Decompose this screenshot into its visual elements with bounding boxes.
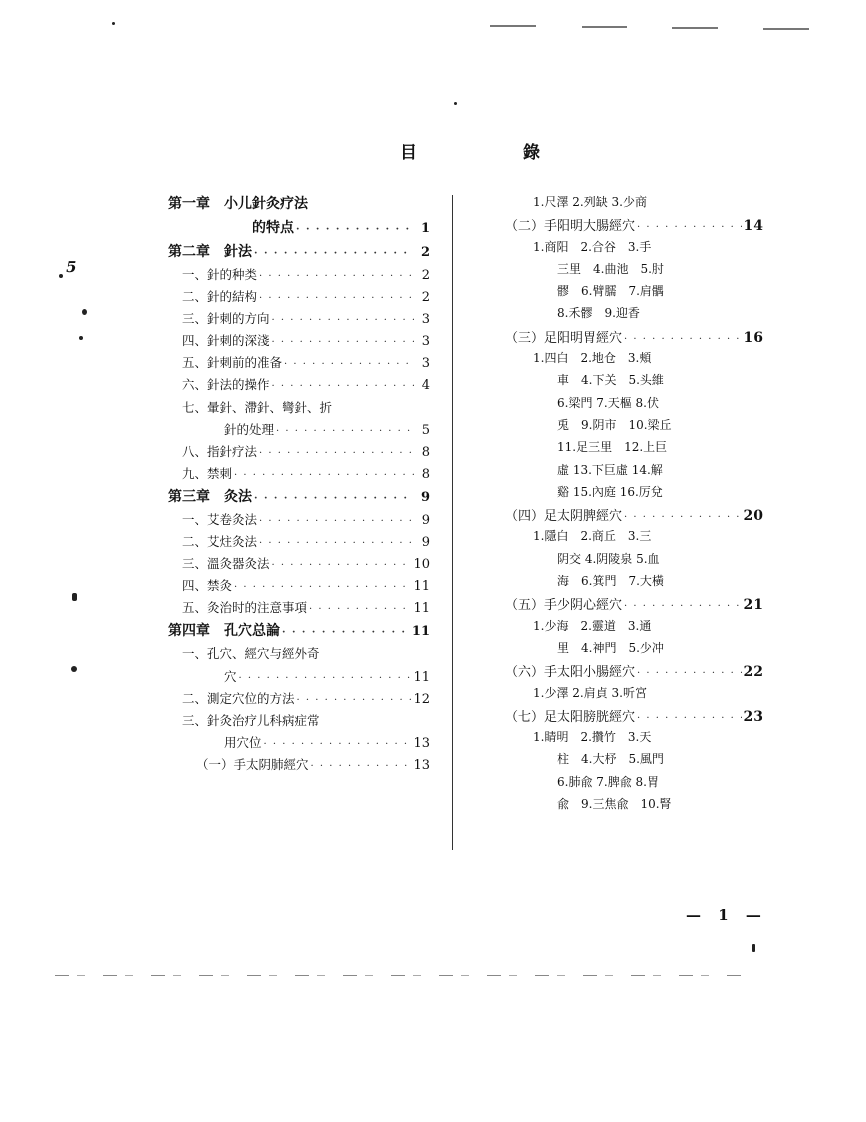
toc-leader-dots — [259, 293, 414, 304]
acupoint-names: 虛 13.下巨虛 14.解 — [557, 462, 663, 477]
toc-entry[interactable] — [168, 733, 430, 755]
toc-entry[interactable] — [168, 667, 430, 689]
acupoint-list-line — [505, 795, 767, 817]
toc-entry[interactable] — [168, 755, 430, 777]
acupoint-names: 阴交 4.阴陵泉 5.血 — [557, 551, 660, 566]
toc-entry[interactable] — [168, 644, 430, 666]
toc-entry-title: 八、指針疗法 — [182, 443, 258, 459]
toc-entry-title: 二、測定穴位的方法 — [182, 690, 295, 706]
toc-right-column — [505, 193, 767, 817]
toc-entry-page: 1 — [420, 221, 430, 236]
toc-entry-title: 三、針刺的方向 — [182, 311, 270, 327]
toc-entry[interactable] — [168, 331, 430, 353]
toc-leader-dots — [637, 222, 742, 233]
acupoint-names: 1.尺澤 2.列缺 3.少商 — [533, 195, 647, 209]
acupoint-names: 里 4.神門 5.少冲 — [557, 640, 664, 655]
toc-entry-title: （六）手太阳小腸經穴 — [505, 665, 636, 681]
acupoint-list-line — [505, 238, 767, 260]
acupoint-list-line — [505, 728, 767, 750]
acupoint-list-line — [505, 349, 767, 371]
toc-leader-dots — [259, 448, 414, 459]
toc-leader-dots — [309, 604, 411, 615]
toc-entry-title: 四、針刺的深淺 — [182, 333, 270, 349]
page-title-left: 目 — [400, 143, 417, 163]
toc-entry[interactable] — [168, 532, 430, 554]
acupoint-list-line — [505, 371, 767, 393]
acupoint-names: 8.禾髎 9.迎香 — [557, 306, 640, 321]
acupoint-list-line — [505, 639, 767, 661]
toc-entry-title: （四）足太阴脾經穴 — [505, 509, 623, 525]
toc-entry-page: 12 — [413, 691, 430, 707]
toc-entry-page: 8 — [421, 466, 430, 482]
toc-entry-page: 9 — [421, 535, 430, 551]
toc-entry-page: 5 — [421, 422, 430, 438]
acupoint-names: 1.少澤 2.肩貞 3.听宮 — [533, 685, 647, 700]
acupoint-names: 谿 15.內庭 16.厉兌 — [557, 484, 663, 499]
toc-leader-dots — [264, 739, 412, 750]
page-title-right: 錄 — [523, 143, 540, 163]
toc-leader-dots — [624, 601, 742, 612]
toc-leader-dots — [276, 426, 414, 437]
toc-leader-dots — [272, 381, 414, 392]
acupoint-list-line — [505, 461, 767, 483]
toc-entry-title: 三、溫灸器灸法 — [182, 556, 270, 572]
toc-leader-dots — [234, 470, 414, 481]
toc-entry-title: 第四章 孔穴总論 — [168, 623, 280, 640]
acupoint-names: 海 6.箕門 7.大橫 — [557, 574, 664, 589]
acupoint-names: 兎 9.阴市 10.梁丘 — [557, 417, 672, 432]
toc-entry[interactable] — [505, 594, 763, 616]
acupoint-names: 1.少海 2.靈道 3.通 — [533, 618, 652, 633]
toc-entry-page: 10 — [413, 557, 430, 573]
toc-leader-dots — [284, 359, 414, 370]
toc-entry-page: 3 — [421, 334, 430, 350]
acupoint-names: 柱 4.大杼 5.風門 — [557, 752, 664, 767]
column-divider — [452, 195, 453, 850]
scan-speck — [454, 102, 457, 105]
toc-entry-page: 16 — [743, 329, 763, 346]
toc-entry[interactable] — [168, 217, 430, 241]
toc-entry-title: 第三章 灸法 — [168, 488, 252, 505]
toc-entry[interactable] — [168, 689, 430, 711]
toc-entry-title: 針的处理 — [224, 421, 275, 437]
acupoint-list-line — [505, 750, 767, 772]
toc-entry[interactable] — [505, 327, 763, 349]
toc-leader-dots — [259, 516, 414, 527]
scan-speck — [71, 666, 77, 672]
toc-entry[interactable] — [168, 442, 430, 464]
toc-leader-dots — [282, 627, 410, 638]
toc-entry-title: 五、灸治时的注意事項 — [182, 600, 308, 616]
acupoint-list-line — [505, 260, 767, 282]
toc-entry-page: 9 — [420, 489, 430, 505]
toc-entry-page: 2 — [420, 245, 430, 260]
toc-entry-title: （二）手阳明大腸經穴 — [505, 219, 636, 235]
top-scan-rule — [582, 26, 627, 28]
toc-entry[interactable] — [168, 510, 430, 532]
toc-entry-title: 五、針刺前的准备 — [182, 355, 283, 371]
toc-entry-page: 14 — [743, 218, 763, 235]
toc-entry-title: 的特点 — [252, 220, 294, 236]
top-scan-rule — [763, 28, 809, 30]
toc-entry-page: 23 — [743, 708, 763, 725]
acupoint-names: 1.隱白 2.商丘 3.三 — [533, 529, 652, 544]
toc-entry[interactable] — [168, 620, 430, 644]
acupoint-list-line — [505, 394, 767, 416]
toc-entry-page: 13 — [413, 757, 430, 773]
toc-entry[interactable] — [505, 505, 763, 527]
scan-speck — [752, 944, 755, 952]
toc-entry[interactable] — [505, 215, 763, 237]
toc-leader-dots — [311, 761, 412, 772]
acupoint-list-line — [505, 684, 767, 706]
toc-entry-page: 20 — [743, 508, 763, 525]
toc-leader-dots — [637, 668, 742, 679]
toc-leader-dots — [259, 271, 414, 282]
toc-entry[interactable] — [168, 353, 430, 375]
margin-mark: 5 — [64, 258, 79, 276]
acupoint-names: 6.肺兪 7.脾兪 8.胃 — [557, 774, 659, 789]
toc-entry-page: 11 — [413, 669, 430, 685]
toc-leader-dots — [272, 315, 414, 326]
scan-speck — [72, 593, 77, 601]
toc-entry[interactable] — [168, 464, 430, 486]
toc-entry-page: 11 — [413, 601, 430, 617]
toc-entry-page: 2 — [421, 290, 430, 306]
acupoint-names: 1.商阳 2.合谷 3.手 — [533, 239, 652, 254]
toc-entry-title: 四、禁灸 — [182, 578, 233, 594]
toc-leader-dots — [272, 560, 412, 571]
toc-entry[interactable] — [168, 398, 430, 420]
toc-entry[interactable] — [168, 309, 430, 331]
toc-entry-page: 13 — [413, 735, 430, 751]
toc-entry-title: 七、暈針、滯針、彎針、折 — [182, 399, 333, 415]
acupoint-list-line — [505, 572, 767, 594]
toc-entry[interactable] — [168, 576, 430, 598]
toc-leader-dots — [272, 337, 414, 348]
acupoint-list-line — [505, 416, 767, 438]
toc-entry-title: 三、針灸治疗儿科病症常 — [182, 712, 320, 728]
toc-entry-title: （七）足太阳膀胱經穴 — [505, 709, 636, 725]
toc-entry-title: 用穴位 — [224, 734, 262, 750]
acupoint-list-line — [505, 527, 767, 549]
toc-entry-title: 九、禁刺 — [182, 465, 233, 481]
toc-entry[interactable] — [168, 241, 430, 265]
acupoint-list-line — [505, 193, 767, 215]
scan-speck — [82, 309, 87, 315]
toc-entry-title: 二、針的結构 — [182, 289, 258, 305]
acupoint-list-line — [505, 550, 767, 572]
acupoint-list-line — [505, 773, 767, 795]
top-scan-rule — [490, 25, 536, 27]
page-title — [400, 138, 540, 163]
acupoint-names: 三里 4.曲池 5.肘 — [557, 261, 664, 276]
toc-entry[interactable] — [505, 706, 763, 728]
toc-entry[interactable] — [168, 554, 430, 576]
toc-leader-dots — [296, 224, 414, 235]
toc-entry-page: 22 — [743, 664, 763, 681]
acupoint-names: 兪 9.三焦兪 10.腎 — [557, 797, 672, 812]
toc-entry-title: 二、艾炷灸法 — [182, 534, 258, 550]
toc-entry[interactable] — [168, 193, 430, 217]
toc-entry-page: 2 — [421, 268, 430, 283]
toc-leader-dots — [254, 248, 414, 259]
toc-entry-page: 8 — [421, 444, 430, 460]
toc-entry[interactable] — [168, 711, 430, 733]
toc-leader-dots — [624, 334, 742, 345]
toc-leader-dots — [297, 695, 412, 706]
scan-artifact-line — [55, 975, 745, 976]
acupoint-names: 髎 6.臂臑 7.肩髃 — [557, 284, 664, 299]
acupoint-list-line — [505, 282, 767, 304]
toc-entry[interactable] — [168, 486, 430, 510]
acupoint-names: 11.足三里 12.上巨 — [557, 440, 668, 455]
toc-entry-title: 一、孔穴、經穴与經外奇 — [182, 646, 320, 662]
toc-leader-dots — [637, 713, 742, 724]
acupoint-list-line — [505, 617, 767, 639]
toc-leader-dots — [254, 493, 414, 504]
acupoint-names: 6.梁門 7.天樞 8.伏 — [557, 395, 659, 410]
toc-entry[interactable] — [168, 287, 430, 309]
acupoint-list-line — [505, 304, 767, 326]
scan-speck — [79, 336, 83, 340]
toc-entry-page: 3 — [421, 312, 430, 328]
scan-speck — [59, 274, 63, 278]
toc-entry-title: （一）手太阴肺經穴 — [196, 756, 309, 772]
page-number: — 1 — — [686, 906, 767, 924]
toc-entry-page: 4 — [421, 378, 430, 394]
acupoint-names: 1.睛明 2.攢竹 3.天 — [533, 730, 652, 745]
toc-entry-title: 第二章 針法 — [168, 244, 252, 260]
toc-entry[interactable] — [505, 661, 763, 683]
acupoint-names: 車 4.下关 5.头維 — [557, 373, 664, 388]
toc-entry-title: 第一章 小儿針灸疗法 — [168, 196, 308, 212]
toc-entry-page: 9 — [421, 512, 430, 528]
toc-entry-title: 一、艾卷灸法 — [182, 511, 258, 527]
toc-entry-title: 六、針法的操作 — [182, 377, 270, 393]
toc-entry-page: 21 — [743, 597, 763, 614]
toc-leader-dots — [239, 673, 412, 684]
toc-left-column — [168, 193, 430, 777]
toc-entry-title: （五）手少阴心經穴 — [505, 598, 623, 614]
toc-entry-page: 11 — [413, 579, 430, 595]
toc-entry[interactable] — [168, 375, 430, 397]
toc-entry[interactable] — [168, 420, 430, 442]
toc-entry-title: 一、針的种类 — [182, 267, 258, 282]
toc-leader-dots — [234, 582, 411, 593]
top-scan-rule — [672, 27, 718, 29]
toc-entry[interactable] — [168, 598, 430, 620]
toc-leader-dots — [259, 538, 414, 549]
acupoint-list-line — [505, 438, 767, 460]
toc-entry-title: （三）足阳明胃經穴 — [505, 330, 623, 346]
acupoint-names: 1.四白 2.地仓 3.頰 — [533, 351, 652, 366]
acupoint-list-line — [505, 483, 767, 505]
toc-entry-title: 穴 — [224, 668, 237, 684]
toc-leader-dots — [624, 512, 742, 523]
scan-speck — [112, 22, 115, 25]
toc-entry-page: 3 — [421, 356, 430, 372]
toc-entry-page: 11 — [411, 624, 430, 640]
toc-entry[interactable] — [168, 265, 430, 287]
